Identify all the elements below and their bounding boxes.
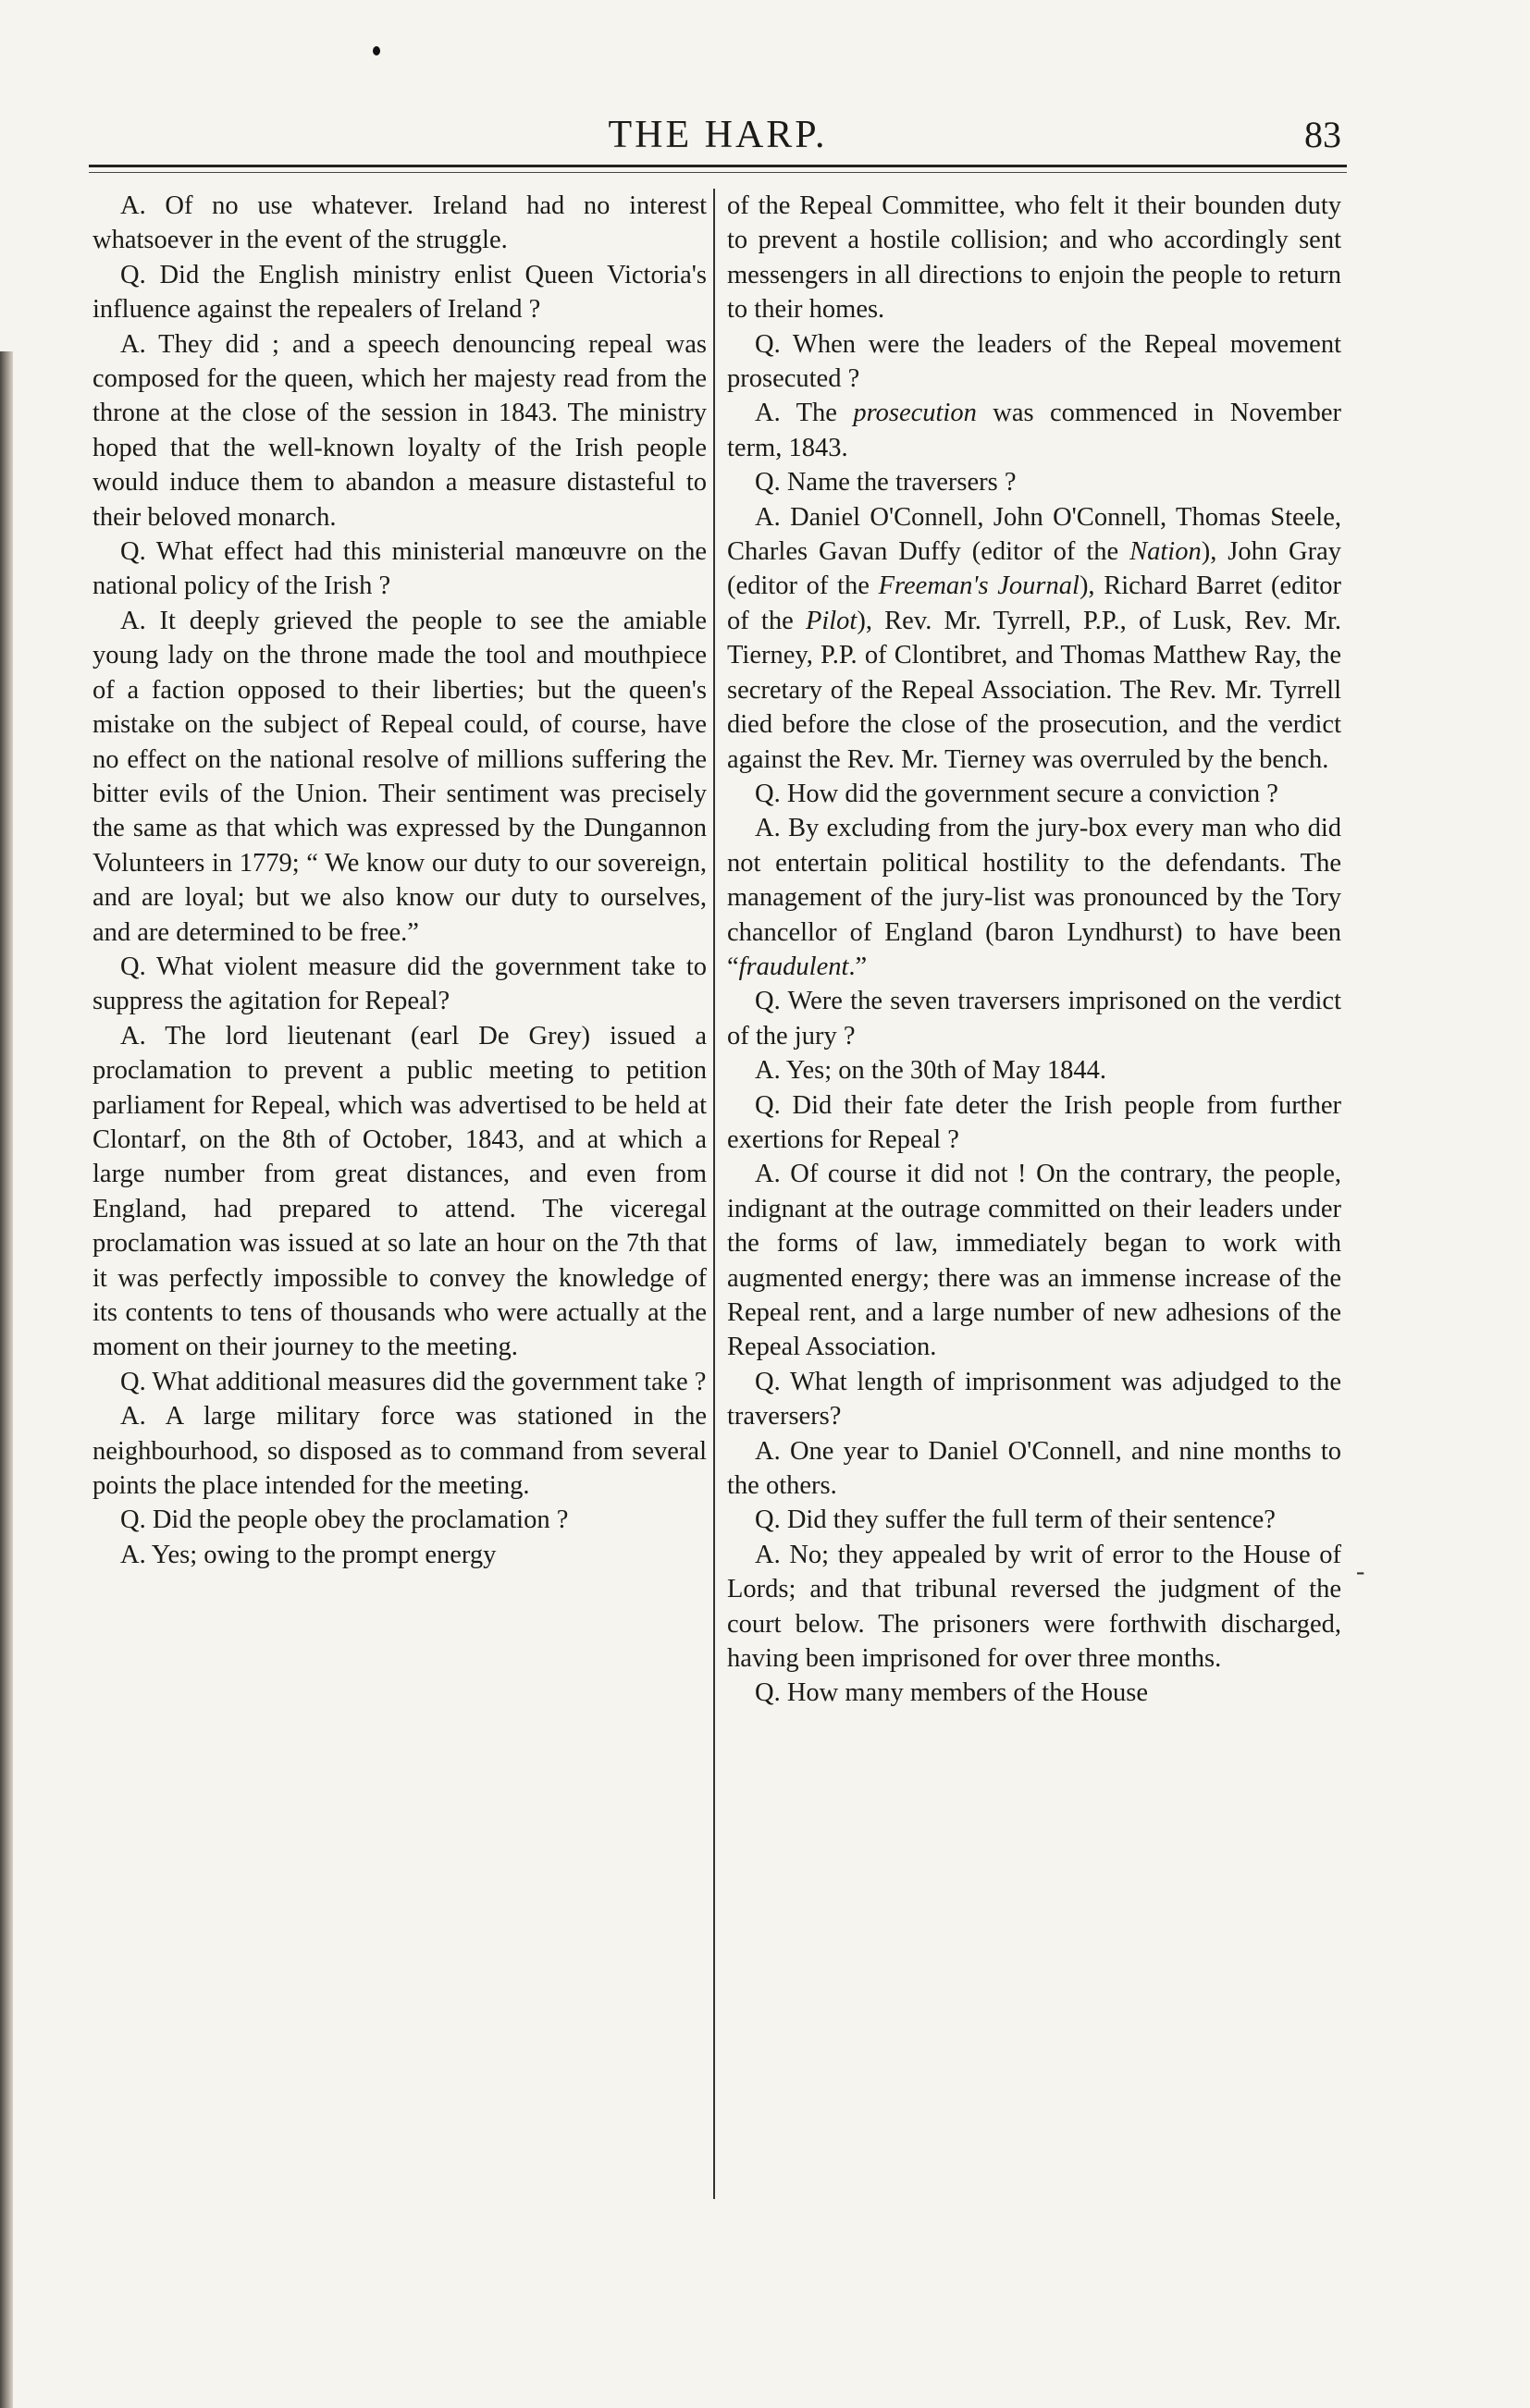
running-title: THE HARP. bbox=[608, 114, 828, 156]
right-column bbox=[727, 189, 1341, 2223]
paragraph: Q. Did their fate deter the Irish people from further exertions for Repeal ? bbox=[727, 1090, 1341, 1154]
text-run: was commenced in November term, 1843. bbox=[727, 399, 1341, 462]
paragraph: Q. What additional measures did the government take ? bbox=[120, 1367, 707, 1396]
text-run: A. Daniel O'Connell, John O'Connell, Thomas Steele, Charles Gavan Duffy (editor of the bbox=[727, 502, 1341, 567]
left-column bbox=[93, 189, 707, 2223]
text-run: ), Richard Barret (editor of the bbox=[727, 571, 1341, 635]
paragraph: A. Of no use whatever. Ireland had no interest whatsoever in the event of the struggle. bbox=[93, 191, 707, 255]
italic-text: prosecution bbox=[853, 399, 977, 428]
paragraph: A. Yes; owing to the prompt energy bbox=[120, 1540, 497, 1569]
paragraph: A. A large military force was stationed in the neighbourhood, so disposed as to command from several points the place intended for the meeting. bbox=[93, 1402, 707, 1501]
header-rule-thin bbox=[89, 172, 1347, 173]
paragraph: A. One year to Daniel O'Connell, and nine months to the others. bbox=[727, 1436, 1341, 1501]
paragraph: Q. Name the traversers ? bbox=[755, 468, 1017, 498]
paragraph: A. No; they appealed by writ of error to the House of Lords; and that tribunal reversed the judgment of the court below. The prisoners were forthwith discharged, having been imprisoned for over three months. bbox=[727, 1540, 1341, 1674]
paragraph: Q. Did they suffer the full term of their sentence? bbox=[755, 1505, 1276, 1535]
paragraph bbox=[727, 396, 1341, 465]
text-run: .” bbox=[848, 952, 868, 981]
italic-text: fraudulent bbox=[738, 952, 849, 981]
paragraph: A. The lord lieutenant (earl De Grey) issued a proclamation to prevent a public meeting to petition parliament for Repeal, which was advertised to be held at Clontarf, on the 8th of October, 1843, and at which a large number from great distances, and even from England, had prepared to attend. The viceregal proclamation was issued at so late an hour on the 7th that it was perfectly impossible to convey the knowledge of its contents to tens of thousands who were actually at the moment on their journey to the meeting. bbox=[93, 1021, 707, 1362]
paragraph bbox=[727, 811, 1341, 984]
italic-text: Freeman's Journal bbox=[878, 571, 1080, 601]
text-run: A. The bbox=[755, 399, 854, 428]
page-header bbox=[89, 109, 1347, 165]
text-run: ), John Gray (editor of the bbox=[727, 537, 1341, 601]
margin-mark: - bbox=[1356, 1557, 1365, 1586]
ink-speck bbox=[373, 46, 380, 55]
text-run: A. By excluding from the jury-box every man who did not entertain political hostility to the defendants. The management of the jury-list was pronounced by the Tory chancellor of England (baron Lyndhurst) to have been “ bbox=[727, 814, 1341, 981]
paragraph: Q. What violent measure did the government take to suppress the agitation for Repeal? bbox=[93, 952, 707, 1016]
paragraph: A. Of course it did not ! On the contrary, the people, indignant at the outrage committed on their leaders under the forms of law, immediately began to work with augmented energy; there was an immense increase of the Repeal rent, and a large number of new adhesions of the Repeal Association. bbox=[727, 1160, 1341, 1362]
paragraph: Q. How many members of the House bbox=[755, 1678, 1149, 1708]
paragraph: Q. How did the government secure a conviction ? bbox=[755, 779, 1278, 808]
italic-text: Pilot bbox=[805, 606, 858, 635]
paragraph: Q. What effect had this ministerial manœuvre on the national policy of the Irish ? bbox=[93, 537, 707, 601]
paragraph: Q. Were the seven traversers imprisoned on the verdict of the jury ? bbox=[727, 987, 1341, 1050]
column-divider bbox=[713, 189, 715, 2199]
binding-shadow bbox=[0, 351, 13, 2408]
paragraph bbox=[727, 500, 1341, 777]
paragraph: Q. Did the English ministry enlist Queen Victoria's influence against the repealers of Ireland ? bbox=[93, 260, 707, 325]
header-rule-thick bbox=[89, 165, 1347, 167]
paragraph: A. They did ; and a speech denouncing repeal was composed for the queen, which her majesty read from the throne at the close of the session in 1843. The ministry hoped that the well-known loyalty of the Irish people would induce them to abandon a measure distasteful to their beloved monarch. bbox=[93, 329, 707, 532]
paragraph: Q. What length of imprisonment was adjudged to the traversers? bbox=[727, 1367, 1341, 1431]
paragraph: Q. Did the people obey the proclamation ? bbox=[120, 1505, 569, 1535]
text-run: ), Rev. Mr. Tyrrell, P.P., of Lusk, Rev. Mr. Tierney, P.P. of Clontibret, and Thomas Matthew Ray, the secretary of the Repeal Association. The Rev. Mr. Tyrrell died before the close of the prosecution, and the verdict against the Rev. Mr. Tierney was overruled by the bench. bbox=[727, 606, 1341, 774]
italic-text: Nation bbox=[1129, 537, 1202, 567]
paragraph: A. It deeply grieved the people to see the amiable young lady on the throne made the tool and mouthpiece of a faction opposed to their liberties; but the queen's mistake on the subject of Repeal could, of course, have no effect on the national resolve of millions suffering the bitter evils of the Union. Their sentiment was precisely the same as that which was expressed by the Dungannon Volunteers in 1779; “ We know our duty to our sovereign, and are loyal; but we also know our duty to ourselves, and are determined to be free.” bbox=[93, 606, 707, 947]
paragraph: Q. When were the leaders of the Repeal movement prosecuted ? bbox=[727, 329, 1341, 394]
paragraph: of the Repeal Committee, who felt it their bounden duty to prevent a hostile collision; and who accordingly sent messengers in all directions to enjoin the people to return to their homes. bbox=[727, 191, 1341, 325]
page-number: 83 bbox=[1304, 114, 1341, 155]
paragraph: A. Yes; on the 30th of May 1844. bbox=[755, 1056, 1107, 1086]
